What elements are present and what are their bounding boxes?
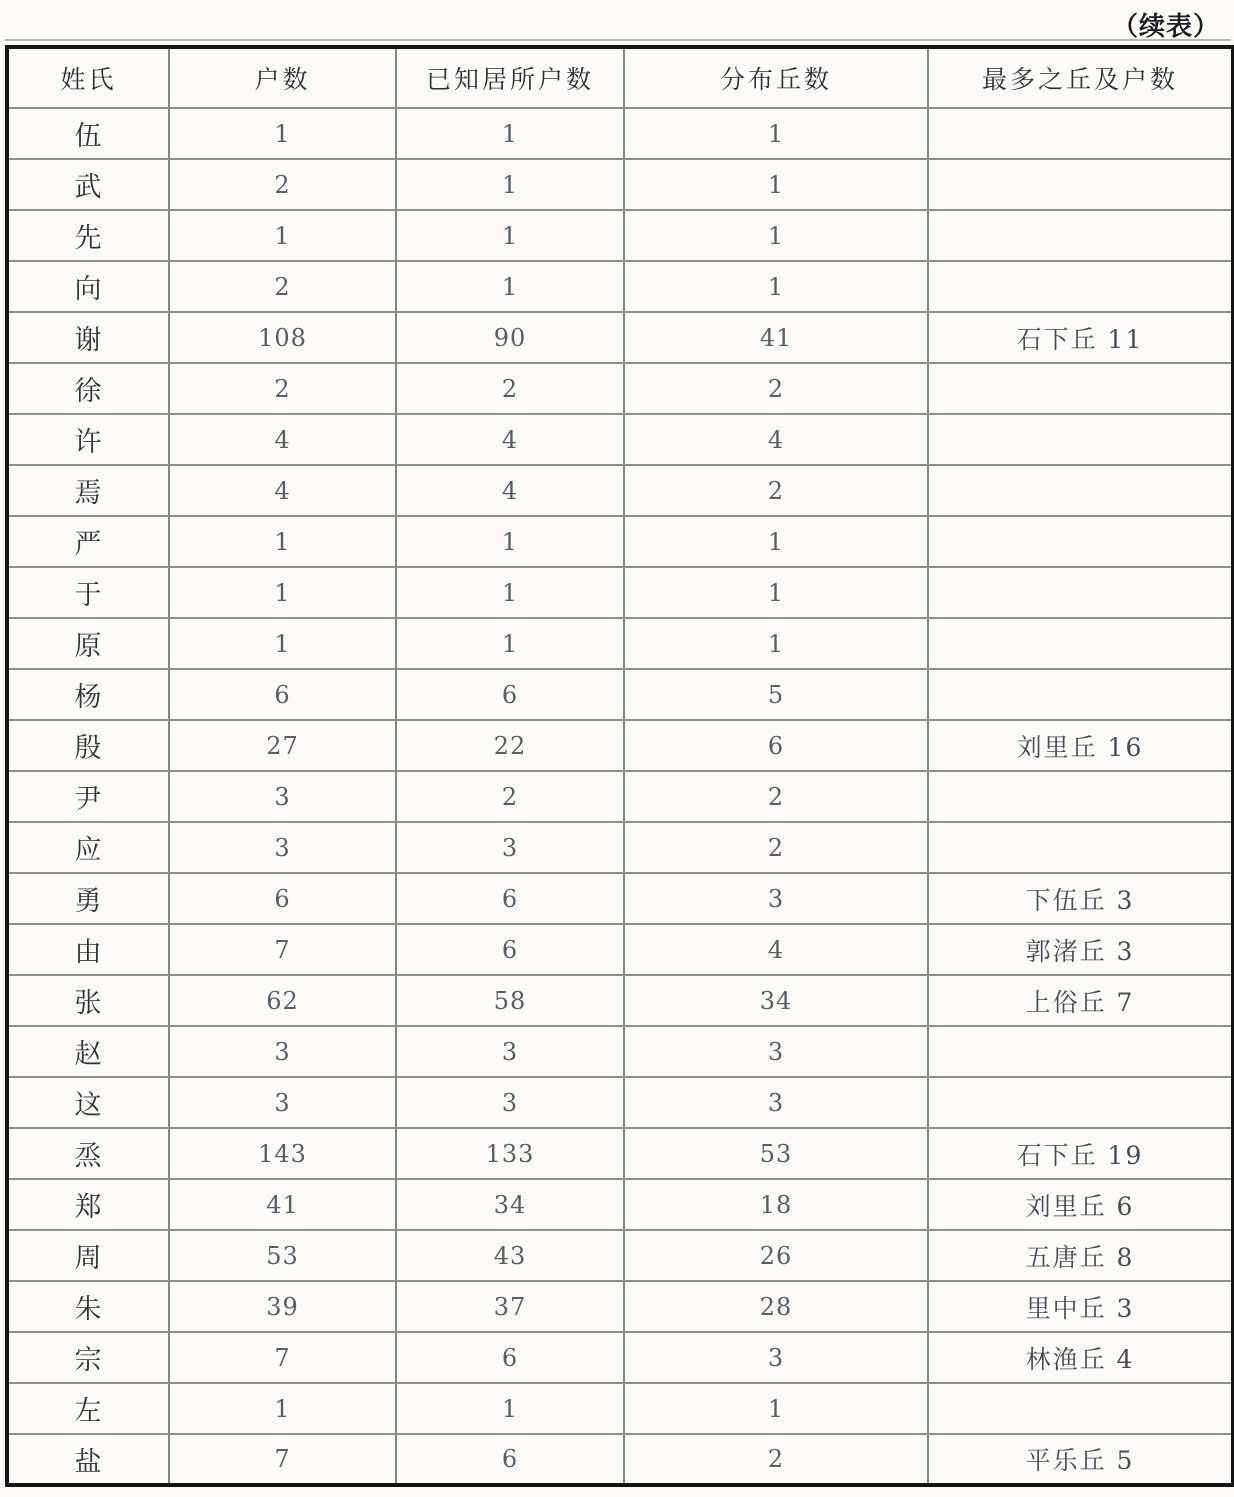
cell-known-residence: 58 [396,975,624,1026]
table-row [7,414,1233,465]
cell-top-hill [928,618,1233,669]
cell-surname: 张 [7,975,169,1026]
cell-surname: 由 [7,924,169,975]
cell-top-hill: 石下丘 11 [928,312,1233,363]
cell-households: 1 [169,567,396,618]
cell-top-hill: 林渔丘 4 [928,1332,1233,1383]
header-cell-hill-count: 分布丘数 [624,47,928,108]
cell-known-residence: 1 [396,261,624,312]
cell-top-hill [928,567,1233,618]
table-row [7,618,1233,669]
cell-surname: 盐 [7,1434,169,1485]
cell-known-residence: 1 [396,108,624,159]
cell-households: 1 [169,108,396,159]
cell-hill-count: 1 [624,108,928,159]
cell-hill-count: 1 [624,261,928,312]
table-wrap [5,39,1231,1487]
table-row [7,975,1233,1026]
table-row [7,720,1233,771]
cell-households: 7 [169,924,396,975]
cell-known-residence: 43 [396,1230,624,1281]
cell-known-residence: 1 [396,618,624,669]
cell-surname: 烝 [7,1128,169,1179]
table-row [7,771,1233,822]
cell-surname: 勇 [7,873,169,924]
table-row [7,312,1233,363]
table-row [7,159,1233,210]
cell-top-hill [928,1026,1233,1077]
cell-top-hill: 刘里丘 6 [928,1179,1233,1230]
table-row [7,567,1233,618]
cell-top-hill: 上俗丘 7 [928,975,1233,1026]
cell-hill-count: 1 [624,618,928,669]
cell-top-hill: 里中丘 3 [928,1281,1233,1332]
table-row [7,1128,1233,1179]
table-row [7,1383,1233,1434]
cell-known-residence: 1 [396,1383,624,1434]
cell-surname: 向 [7,261,169,312]
cell-hill-count: 28 [624,1281,928,1332]
cell-top-hill: 下伍丘 3 [928,873,1233,924]
cell-households: 6 [169,873,396,924]
cell-households: 4 [169,465,396,516]
cell-households: 3 [169,771,396,822]
cell-households: 143 [169,1128,396,1179]
cell-surname: 应 [7,822,169,873]
cell-households: 3 [169,822,396,873]
table-row [7,924,1233,975]
cell-top-hill [928,108,1233,159]
cell-known-residence: 1 [396,516,624,567]
cell-known-residence: 34 [396,1179,624,1230]
cell-surname: 焉 [7,465,169,516]
cell-known-residence: 3 [396,1026,624,1077]
cell-hill-count: 5 [624,669,928,720]
cell-known-residence: 90 [396,312,624,363]
cell-households: 6 [169,669,396,720]
cell-hill-count: 3 [624,1026,928,1077]
cell-known-residence: 37 [396,1281,624,1332]
cell-surname: 赵 [7,1026,169,1077]
table-row [7,465,1233,516]
cell-hill-count: 4 [624,924,928,975]
cell-households: 1 [169,516,396,567]
cell-households: 3 [169,1026,396,1077]
cell-surname: 伍 [7,108,169,159]
cell-households: 41 [169,1179,396,1230]
cell-top-hill [928,669,1233,720]
cell-surname: 原 [7,618,169,669]
cell-surname: 左 [7,1383,169,1434]
cell-households: 27 [169,720,396,771]
table-header [7,47,1233,108]
table-row [7,108,1233,159]
cell-top-hill [928,771,1233,822]
table-row [7,1332,1233,1383]
cell-households: 7 [169,1434,396,1485]
table-row [7,1230,1233,1281]
cell-households: 4 [169,414,396,465]
cell-top-hill: 石下丘 19 [928,1128,1233,1179]
header-cell-surname: 姓氏 [7,47,169,108]
cell-households: 53 [169,1230,396,1281]
cell-known-residence: 2 [396,363,624,414]
cell-surname: 先 [7,210,169,261]
cell-households: 7 [169,1332,396,1383]
table-row [7,669,1233,720]
cell-known-residence: 6 [396,1332,624,1383]
cell-known-residence: 6 [396,873,624,924]
cell-households: 1 [169,618,396,669]
continued-table-label: （续表） [1111,12,1220,42]
cell-hill-count: 2 [624,771,928,822]
cell-households: 2 [169,159,396,210]
cell-surname: 谢 [7,312,169,363]
table-body [7,108,1233,1485]
cell-known-residence: 1 [396,210,624,261]
cell-hill-count: 3 [624,873,928,924]
cell-surname: 周 [7,1230,169,1281]
cell-top-hill [928,1077,1233,1128]
cell-known-residence: 3 [396,822,624,873]
table-row [7,1077,1233,1128]
cell-hill-count: 2 [624,363,928,414]
cell-hill-count: 1 [624,567,928,618]
table-row [7,210,1233,261]
table-row [7,1179,1233,1230]
cell-surname: 朱 [7,1281,169,1332]
cell-known-residence: 4 [396,414,624,465]
cell-top-hill: 郭渚丘 3 [928,924,1233,975]
cell-known-residence: 6 [396,1434,624,1485]
cell-hill-count: 41 [624,312,928,363]
cell-known-residence: 1 [396,567,624,618]
cell-hill-count: 53 [624,1128,928,1179]
cell-hill-count: 3 [624,1332,928,1383]
cell-households: 1 [169,210,396,261]
table-row [7,516,1233,567]
cell-hill-count: 6 [624,720,928,771]
cell-top-hill [928,516,1233,567]
cell-top-hill: 平乐丘 5 [1025,1446,1135,1475]
cell-known-residence: 1 [396,159,624,210]
table-row [7,873,1233,924]
cell-hill-count: 1 [624,210,928,261]
cell-surname: 宗 [7,1332,169,1383]
cell-surname: 于 [7,567,169,618]
cell-top-hill: 刘里丘 16 [928,720,1233,771]
cell-surname: 武 [7,159,169,210]
header-row [7,47,1233,108]
cell-surname: 郑 [7,1179,169,1230]
cell-hill-count: 2 [624,1434,928,1485]
cell-known-residence: 6 [396,669,624,720]
cell-surname: 严 [7,516,169,567]
cell-known-residence: 6 [396,924,624,975]
table-row [7,261,1233,312]
cell-top-hill [928,363,1233,414]
cell-known-residence: 4 [396,465,624,516]
cell-surname: 尹 [7,771,169,822]
table-row [7,822,1233,873]
cell-hill-count: 3 [624,1077,928,1128]
cell-top-hill [928,261,1233,312]
cell-top-hill [928,822,1233,873]
cell-surname: 许 [7,414,169,465]
cell-households: 39 [169,1281,396,1332]
cell-hill-count: 2 [624,822,928,873]
table-row [7,1281,1233,1332]
table-row [7,1434,1233,1485]
cell-hill-count: 18 [624,1179,928,1230]
cell-surname: 徐 [7,363,169,414]
cell-hill-count: 1 [624,1383,928,1434]
cell-hill-count: 4 [624,414,928,465]
table-row [7,363,1233,414]
cell-top-hill [928,159,1233,210]
cell-households: 108 [169,312,396,363]
cell-hill-count: 26 [624,1230,928,1281]
cell-households: 2 [169,363,396,414]
cell-households: 62 [169,975,396,1026]
cell-top-hill: 五唐丘 8 [928,1230,1233,1281]
surname-distribution-table [5,45,1234,1487]
cell-households: 3 [169,1077,396,1128]
cell-known-residence: 133 [396,1128,624,1179]
cell-households: 1 [169,1383,396,1434]
cell-hill-count: 2 [624,465,928,516]
header-cell-households: 户数 [169,47,396,108]
cell-known-residence: 2 [396,771,624,822]
cell-top-hill [928,465,1233,516]
cell-surname: 杨 [7,669,169,720]
cell-hill-count: 1 [624,159,928,210]
table-row [7,1026,1233,1077]
cell-top-hill [928,414,1233,465]
cell-top-hill [928,1383,1233,1434]
header-cell-top-hill: 最多之丘及户数 [928,47,1233,108]
cell-known-residence: 3 [396,1077,624,1128]
cell-households: 2 [169,261,396,312]
cell-top-hill [928,210,1233,261]
cell-hill-count: 34 [624,975,928,1026]
header-cell-known-residence: 已知居所户数 [396,47,624,108]
cell-known-residence: 22 [396,720,624,771]
cell-surname: 殷 [7,720,169,771]
cell-hill-count: 1 [624,516,928,567]
cell-surname: 这 [7,1077,169,1128]
